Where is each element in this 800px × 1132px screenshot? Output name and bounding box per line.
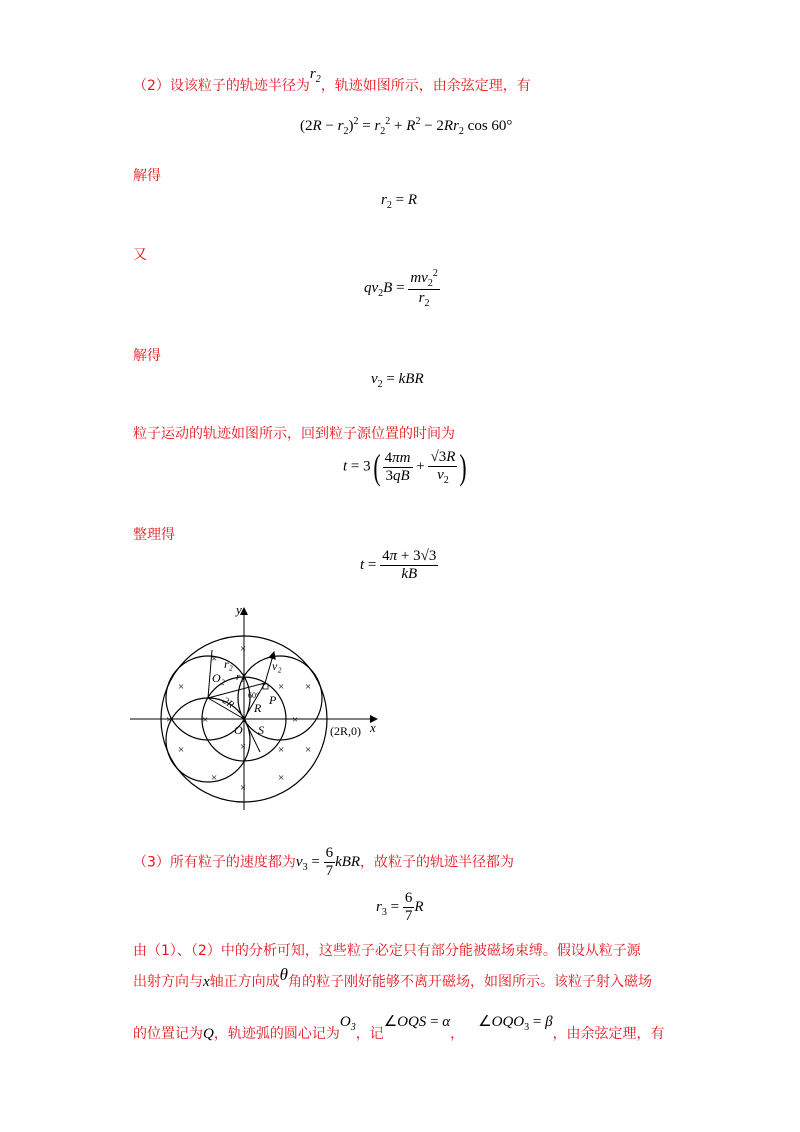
label-60deg: 60° — [248, 691, 260, 700]
cross: × — [305, 681, 312, 693]
label-jiede-2: 解得 — [133, 348, 161, 364]
label-O2: O₂ — [212, 671, 225, 685]
label-zhengli: 整理得 — [133, 527, 175, 543]
label-you: 又 — [133, 247, 147, 263]
math-angle-alpha: ∠OQS = α — [383, 1014, 451, 1030]
label-R: R — [254, 701, 262, 715]
equation-time-result: t = $\frac{4\pi + 3√3}{kB}$ — [360, 548, 437, 582]
cross: × — [240, 643, 247, 655]
cross: × — [211, 772, 218, 784]
text-p6d: ， — [450, 1026, 465, 1042]
cross: × — [278, 744, 285, 756]
math-Q: Q — [203, 1026, 214, 1042]
math-x: x — [203, 974, 210, 990]
line-part2-intro — [133, 66, 531, 97]
cross: × — [240, 782, 247, 794]
label-y: y — [236, 602, 242, 617]
equation-time: t = 3( $\frac{4\pi m}{3qB}$ + $\frac{√3R}{v_2}$ ) — [343, 447, 467, 487]
label-P: P — [269, 693, 277, 707]
text-p5c: 角的粒子刚好能够不离开磁场，如图所示。该粒子射入磁场 — [288, 974, 653, 990]
text-p6c: ，记 — [355, 1026, 384, 1042]
cross: × — [305, 744, 312, 756]
label-r2-a: r₂ — [224, 657, 233, 671]
cross: × — [211, 653, 218, 665]
text-p5a: 出射方向与 — [133, 974, 203, 990]
label-2R: 2R — [220, 695, 236, 711]
math-O3: $O_3$ — [339, 1014, 356, 1033]
line-p6 — [133, 1014, 665, 1045]
cross: × — [240, 741, 247, 753]
text-l1a: （2）设该粒子的轨迹半径为 — [133, 78, 310, 94]
text-p5b: 轴正方向成 — [209, 974, 280, 990]
cross: × — [202, 714, 209, 726]
cross: × — [278, 772, 285, 784]
cross: × — [178, 681, 185, 693]
label-x: x — [370, 720, 376, 735]
math-r2-inline: $r_2$ — [309, 66, 321, 85]
label-S: S — [258, 723, 264, 737]
text-p4: 由（1）、（2）中的分析可知，这些粒子必定只有部分能被磁场束缚。假设从粒子源 — [133, 943, 641, 959]
cross: × — [292, 714, 299, 726]
line-part3 — [133, 845, 514, 880]
equation-r2-equals-R: $r_2 = R$ — [381, 192, 417, 211]
text-p3b: ，故粒子的轨迹半径都为 — [360, 854, 515, 871]
equation-cosine-law: $(2R - r_2)^2 = r_2^2 + R^2 - 2Rr_2$ cos 60° — [300, 116, 513, 137]
cross: × — [278, 681, 285, 693]
equation-lorentz: $qv_2B$ = $\frac{mv_2^2}{r_2}$ — [364, 268, 438, 309]
cross: × — [166, 714, 173, 726]
equation-r3: $r_3$ = $\frac{6}{7}$ R — [376, 890, 424, 924]
label-jiede-1: 解得 — [133, 168, 161, 184]
math-angle-beta: $\angle OQO_3 = \beta$ — [478, 1014, 553, 1033]
line-p5 — [133, 965, 653, 991]
text-l1b: ，轨迹如图所示，由余弦定理，有 — [320, 78, 531, 94]
text-p6a: 的位置记为 — [133, 1026, 203, 1042]
label-r2-b: r₂ — [236, 671, 245, 683]
math-v3: $v_3$ = $\frac{6}{7}$ kBR — [295, 845, 361, 879]
label-v2: v₂ — [272, 659, 282, 673]
trajectory-figure — [130, 600, 390, 815]
label-O: O — [234, 723, 243, 737]
math-theta: θ — [279, 965, 289, 984]
text-motion: 粒子运动的轨迹如图所示，回到粒子源位置的时间为 — [133, 426, 455, 442]
cross: × — [178, 744, 185, 756]
text-p6b: ，轨迹弧的圆心记为 — [213, 1026, 340, 1042]
text-p3a: （3）所有粒子的速度都为 — [133, 854, 296, 871]
label-point-2R0: (2R,0) — [330, 724, 361, 738]
equation-v2: $v_2$ = kBR — [371, 371, 424, 390]
text-p6e: ，由余弦定理，有 — [552, 1026, 665, 1042]
